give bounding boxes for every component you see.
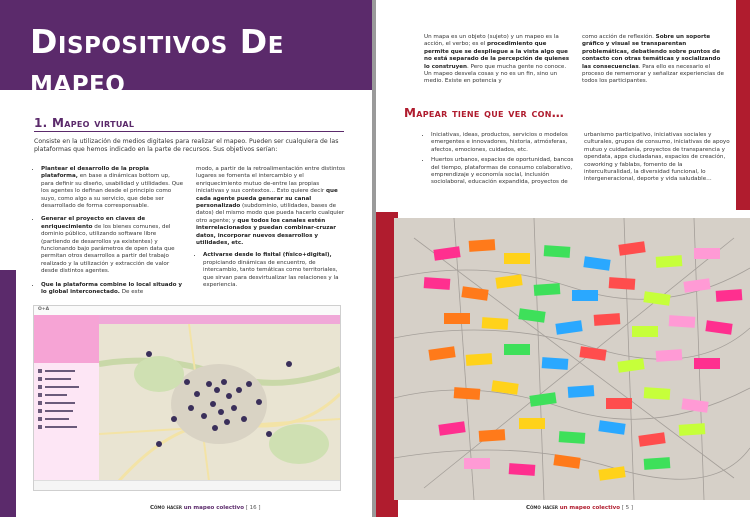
sticky-note: [606, 398, 632, 409]
list-continuation: urbanismo participativo, iniciativas sociales y culturales, grupos de consumo, iniciativas de apoyo mutuo y cuidadanía, proyectos de transparencia y opendata, apps ciudadanas, espacios de creación, coworking y fablabs, fomento de la interculturalidad, la diversidad funcional, lo intergeneracional, deporte y vida saludable…: [584, 132, 730, 183]
sticky-note: [694, 248, 720, 259]
sticky-note: [679, 423, 706, 436]
left-footer: Cómo hacer un mapeo colectivo [ 16 ]: [150, 505, 261, 511]
sticky-note: [479, 429, 506, 442]
map-canvas[interactable]: [99, 324, 340, 481]
right-list-2: [584, 132, 732, 184]
sticky-note: [594, 313, 621, 326]
list-item: • Que la plataforma combine lo local situado y lo global interconectado. De este: [41, 282, 184, 297]
panel-header: [34, 315, 99, 363]
list-item: • Plantear el desarrollo de la propia plataforma, en base a dinámicas bottom up, para definir su diseño, usabilidad y utilidades. Que los agentes lo definan desde el principio como suyo, como algo a su servicio, que debe ser desarrollado de forma corresponsable.: [41, 166, 184, 210]
sticky-note: [466, 353, 493, 366]
left-column-2: [196, 166, 346, 296]
sticky-note: [559, 431, 586, 444]
sticky-note: [656, 255, 683, 268]
map-footer: [34, 480, 340, 490]
right-page: [376, 0, 750, 517]
right-footer: Cómo hacer un mapeo colectivo [ 5 ]: [526, 505, 634, 511]
map-pink-strip: [99, 315, 340, 324]
sticky-note: [464, 458, 490, 469]
left-column-1: [34, 166, 184, 303]
page-title: Dispositivos De mapeo: [30, 22, 284, 100]
sticky-note: [504, 344, 530, 355]
sticky-note: [669, 315, 696, 328]
title-band: [0, 0, 372, 100]
sticky-note: [469, 239, 496, 252]
sticky-note: [716, 289, 743, 302]
list-item: • Iniciativas, ideas, productos, servicios o modelos emergentes e innovadores, historia, atmósferas, afectos, emociones, cuidados, etc.: [431, 132, 574, 154]
panel-list-icon: [34, 365, 99, 483]
map-side-panel: [34, 315, 99, 481]
sticky-note: [519, 418, 545, 429]
purple-side-bar: [0, 270, 16, 517]
sticky-note: [632, 326, 658, 337]
list-item: • Generar el proyecto en claves de enriquecimiento de los bienes comunes, del dominio público, utilizando software libre (partiendo de desarrollos ya existentes) y funcionando bajo parámetros de open data que permitan otros desarrollos a partir del trabajo realizado y la utilización y extracción de valor desde distintos agentes.: [41, 216, 184, 275]
right-list-1: [424, 132, 574, 190]
red-side-bar: [736, 0, 750, 210]
right-column-1: Un mapa es un objeto (sujeto) y un mapeo es la acción, el verbo; es el procedimiento que permite que se despliegue a la vista algo que no está separado de la percepción de quienes lo construyen. Pero que mucha gente no conoce. Un mapeo desvela cosas y no es un fin, sino un medio. Existe en potencia y: [424, 34, 570, 85]
list-item: • Huertos urbanos, espacios de oportunidad, bancos del tiempo, plataformas de consumo colaborativo, emprendizaje y economía social, inclusión sociolaboral, educación expandida, proyectos de: [431, 157, 574, 187]
right-column-2: como acción de reflexión. Sobre un soporte gráfico y visual se transparentan problemáticas, debatiendo sobre puntos de contacto con otras temáticas y socializando las consecuencias. Para ello es necesario el proceso de rememorar y señalizar experiencias de todos los participantes.: [582, 34, 724, 85]
map-graphic: [99, 324, 340, 481]
sticky-note: [568, 385, 595, 398]
sticky-notes-photo: [394, 218, 750, 500]
section-title-mapeo-virtual: 1. Mapeo virtual: [34, 116, 135, 130]
sticky-note: [504, 253, 530, 264]
section-rule: [34, 131, 344, 132]
sticky-note: [572, 290, 598, 301]
sticky-note: [656, 349, 683, 362]
sticky-note: [482, 317, 509, 330]
sticky-note: [424, 277, 451, 290]
section-title-mapear: Mapear tiene que ver con…: [404, 106, 565, 120]
intro-paragraph: Consiste en la utilización de medios digitales para realizar el mapeo. Pueden ser cualquiera de las plataformas que hemos indicado en la parte de recursos. Sus objetivos serían:: [34, 138, 339, 153]
sticky-note: [509, 463, 536, 476]
sticky-note: [694, 358, 720, 369]
sticky-note: [644, 457, 671, 470]
sticky-note: [542, 357, 569, 370]
map-logo: O+A: [38, 307, 50, 312]
list-item: • Activarse desde lo fisital (físico+digital), propiciando dinámicas de encuentro, de intercambio, tanto temáticas como territoriales, que sirvan para desvirtualizar las relaciones y la experiencia.: [203, 252, 346, 289]
paragraph: modo, a partir de la retroalimentación entre distintos lugares se fomenta el intercambio y el enriquecimiento mutuo de-entre las propias iniciativas y sus contextos… Esto quiere decir que cada agente pueda generar su canal personalizado (subdominio, utilidades, bases de datos) del mismo modo que pueda hacerlo cualquier otro agente; y que todos los canales estén interrelacionados y puedan combinar-cruzar datos, incorporar nuevos desarrollos y utilidades, etc.: [196, 166, 346, 247]
map-screenshot: [33, 305, 341, 491]
left-page: [0, 0, 372, 517]
sticky-note: [454, 387, 481, 400]
sticky-note: [609, 277, 636, 290]
sticky-note: [444, 313, 470, 324]
sticky-note: [644, 387, 671, 400]
sticky-note: [534, 283, 561, 296]
sticky-note: [544, 245, 571, 258]
